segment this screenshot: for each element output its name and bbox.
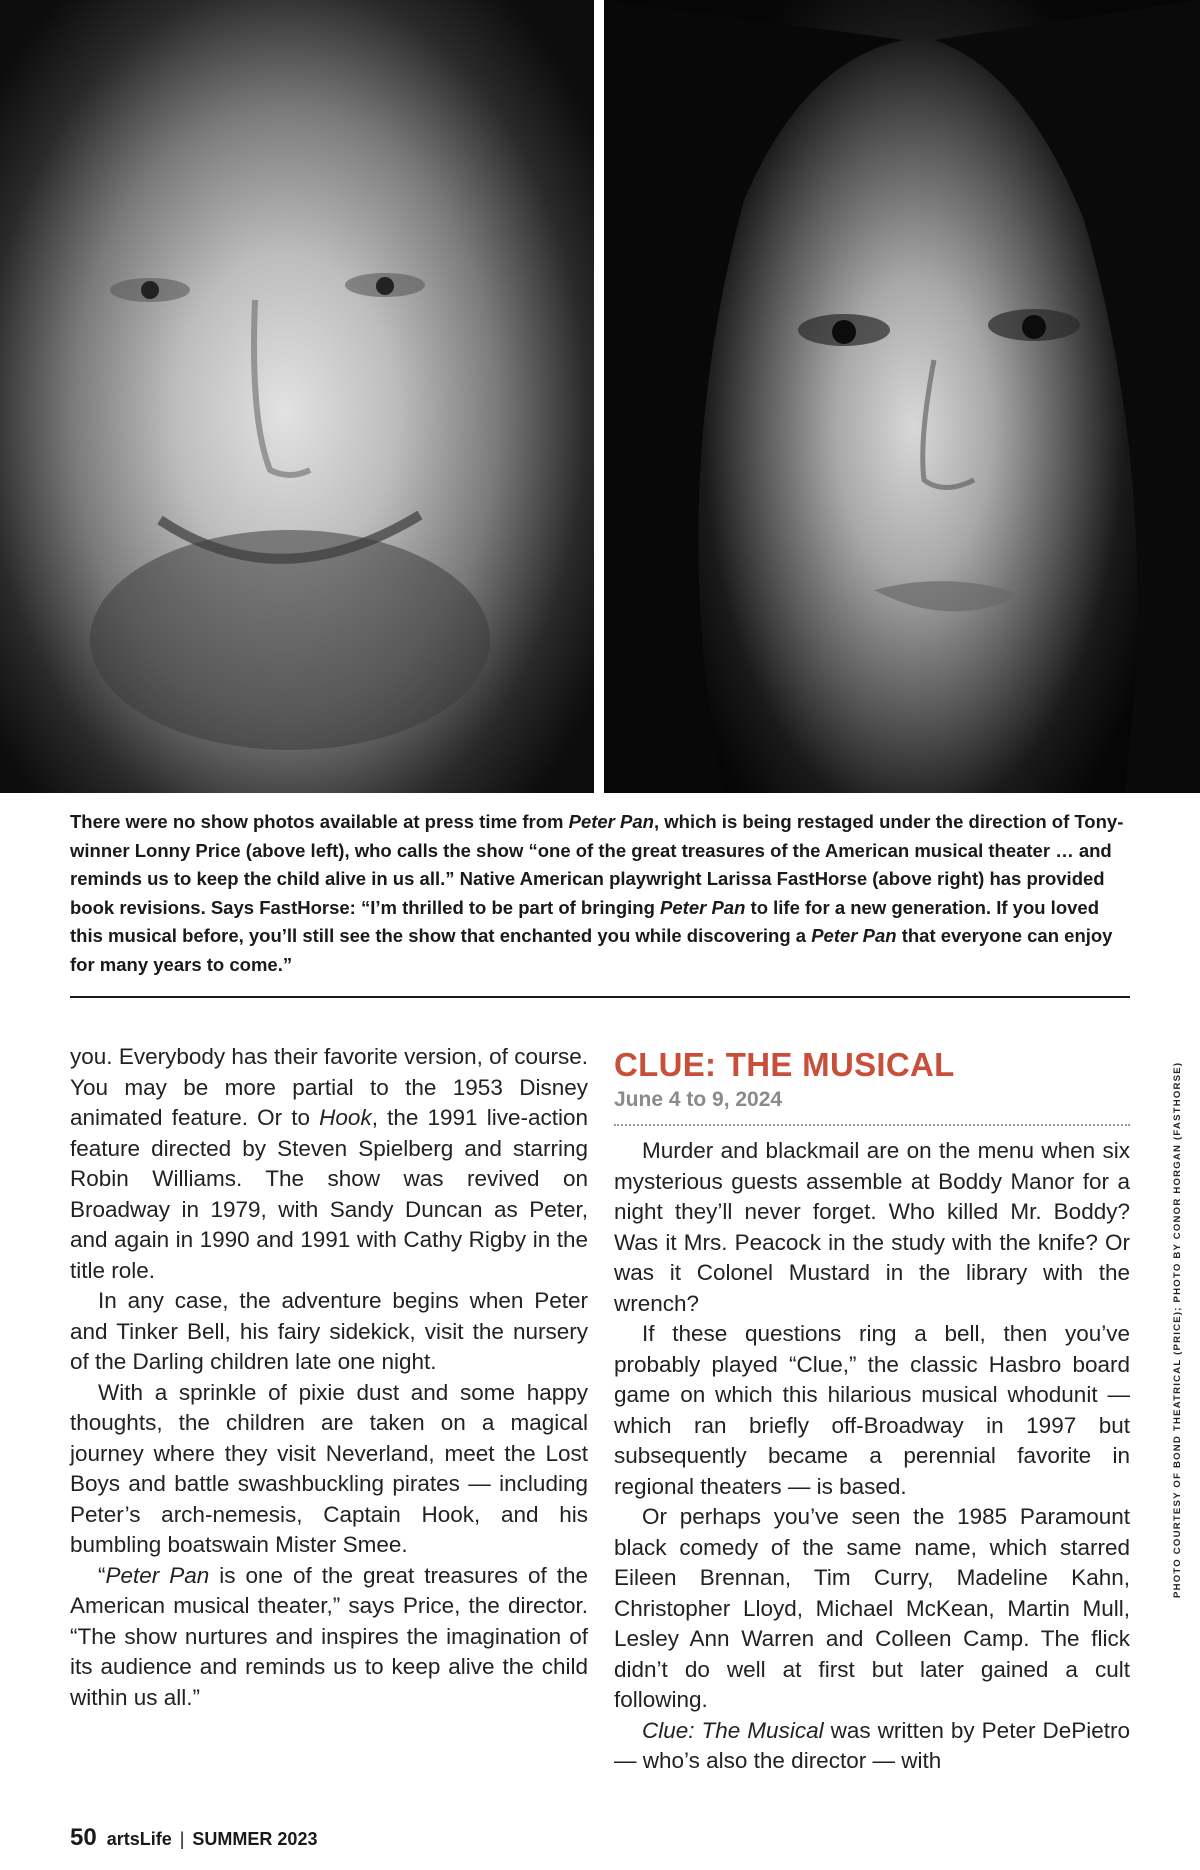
page-number: 50 <box>70 1824 97 1851</box>
paragraph-text: is one of the great treasures of the American musical theater,” says Price, the director. “The show nurtures and inspires the imagination of its audience and reminds us to keep alive the child within us all.” <box>70 1562 588 1710</box>
photo-caption <box>70 808 1130 979</box>
caption-text-4: that everyone can enjoy for many years to come.” <box>70 925 1113 975</box>
paragraph <box>614 1716 1130 1777</box>
caption-divider <box>70 996 1130 998</box>
dotted-divider <box>614 1124 1130 1126</box>
portrait-woman-graphic <box>604 0 1200 793</box>
show-title: Clue: The Musical <box>642 1717 824 1743</box>
caption-title-1: Peter Pan <box>568 811 654 832</box>
photo-lonny-price <box>0 0 594 793</box>
paragraph: If these questions ring a bell, then you’ve probably played “Clue,” the classic Hasbro board game on which this hilarious musical whodunit — which ran briefly off-Broadway in 1997 but subsequently became a perennial favorite in regional theaters — is based. <box>614 1321 1130 1499</box>
paragraph: Or perhaps you’ve seen the 1985 Paramount black comedy of the same name, which starred Eileen Brennan, Tim Curry, Madeline Kahn, Christopher Lloyd, Michael McKean, Martin Mull, Lesley Ann Warren and Colleen Camp. The flick didn’t do well at first but later gained a cult following. <box>614 1504 1130 1712</box>
paragraph <box>70 1042 588 1286</box>
caption-title-3: Peter Pan <box>811 925 897 946</box>
section-dates: June 4 to 9, 2024 <box>614 1088 783 1111</box>
article-column-left <box>70 1042 588 1713</box>
paragraph: Murder and blackmail are on the menu when six mysterious guests assemble at Boddy Manor for a night they’ll never forget. Who killed Mr. Boddy? Was it Mrs. Peacock in the study with the knife? Or was it Colonel Mustard in the library with the wrench? <box>614 1138 1130 1316</box>
portrait-man-graphic <box>0 0 594 793</box>
caption-text-1: There were no show photos available at press time from <box>70 811 569 832</box>
caption-title-2: Peter Pan <box>660 896 746 918</box>
paragraph <box>70 1561 588 1714</box>
section-title: CLUE: THE MUSICAL <box>614 1046 955 1083</box>
footer-separator: | <box>179 1829 185 1849</box>
publication-name: artsLife <box>106 1829 172 1849</box>
film-title: Hook <box>319 1105 372 1130</box>
issue-label: SUMMER 2023 <box>192 1829 318 1849</box>
paragraph-text: you. Everybody has their favorite version, of course. You may be more partial to the 1953 Disney animated feature. Or to <box>70 1044 588 1130</box>
page-footer <box>70 1824 317 1852</box>
paragraph: In any case, the adventure begins when Peter and Tinker Bell, his fairy sidekick, visit the nursery of the Darling children late one night. <box>70 1288 588 1374</box>
paragraph-text: , the 1991 live-action feature directed by Steven Spielberg and starring Robin Williams. The show was revived on Broadway in 1979, with Sandy Duncan as Peter, and again in 1990 and 1991 with Cathy Rigby in the title role. <box>70 1105 588 1283</box>
quote-mark: “ <box>98 1562 106 1588</box>
paragraph: With a sprinkle of pixie dust and some happy thoughts, the children are taken on a magical journey where they visit Neverland, meet the Lost Boys and battle swashbuckling pirates — including Peter’s arch-nemesis, Captain Hook, and his bumbling boatswain Mister Smee. <box>70 1379 588 1557</box>
caption-text-2: , which is being restaged under the direction of Tony-winner Lonny Price (above left), who calls the show “one of the great treasures of the American musical theater … and reminds us to keep the child alive in us all.” Native American playwright Larissa FastHorse (above right) has provided book revisions. Says FastHorse: “I’m thrilled to be part of bringing <box>70 811 1124 918</box>
caption-text-3: to life for a new generation. If you loved this musical before, you’ll still see the show that enchanted you while discovering a <box>70 896 1100 946</box>
article-column-right <box>614 1136 1130 1777</box>
photo-credit: PHOTO COURTESY OF BOND THEATRICAL (PRICE); PHOTO BY CONOR HORGAN (FASTHORSE) <box>1172 1061 1183 1598</box>
paragraph-text: was written by Peter DePietro — who’s also the director — with <box>614 1717 1130 1773</box>
show-title: Peter Pan <box>105 1562 210 1588</box>
photo-larissa-fasthorse <box>604 0 1200 793</box>
